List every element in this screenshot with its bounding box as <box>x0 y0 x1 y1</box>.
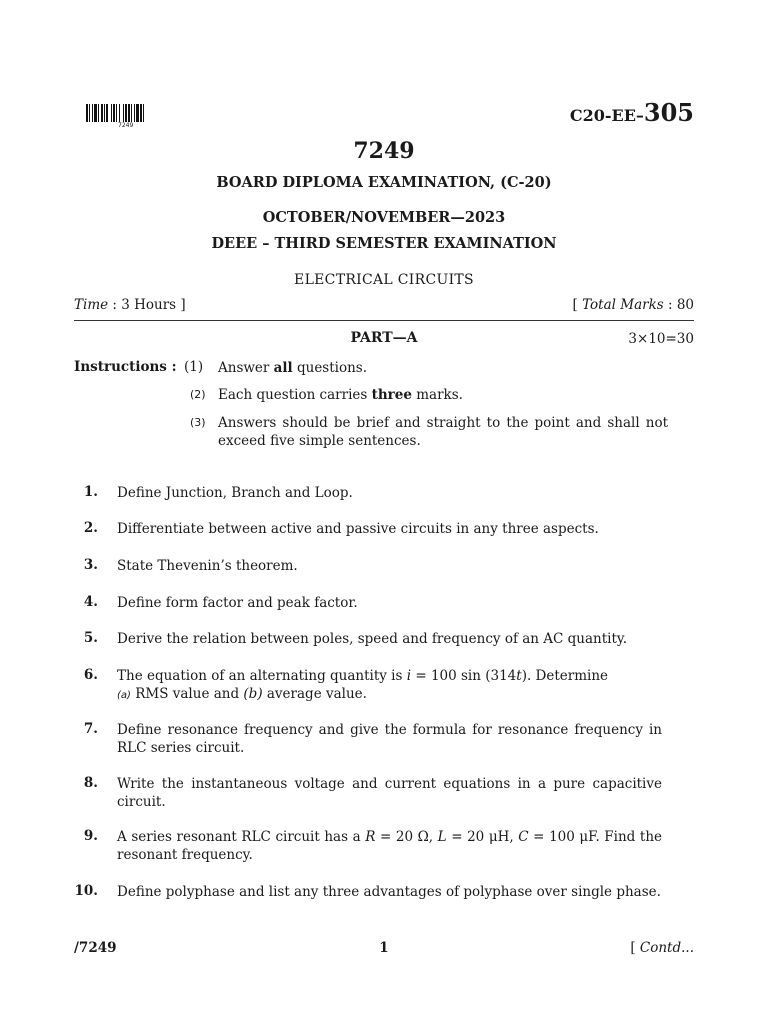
instruction-text-part: Answer <box>218 360 274 376</box>
question-number: 5. <box>83 630 98 646</box>
page-number: 1 <box>379 940 389 956</box>
instruction-text <box>218 359 668 377</box>
question-number: 9. <box>83 828 98 844</box>
semester-title: DEEE – THIRD SEMESTER EXAMINATION <box>211 235 557 252</box>
instructions-label: Instructions : <box>74 359 177 375</box>
paper-number: 7249 <box>353 138 415 164</box>
question-text: Write the instantaneous voltage and current equations in a pure capacitive circuit. <box>117 776 662 810</box>
contd-text: Contd... <box>639 940 694 956</box>
subject-code-prefix: C20-EE– <box>569 106 644 125</box>
question-text-part: A series resonant RLC circuit has a <box>117 829 366 845</box>
board-title: BOARD DIPLOMA EXAMINATION, (C-20) <box>216 174 552 191</box>
question-text: State Thevenin’s theorem. <box>117 558 298 574</box>
question-number: 7. <box>83 721 98 737</box>
math-variable: R <box>365 829 376 845</box>
part-title: PART—A <box>350 330 418 346</box>
footer-contd <box>630 940 694 956</box>
question-text-part: RMS value and <box>130 686 244 702</box>
instruction-text-part: marks. <box>411 387 463 403</box>
question-text: Define resonance frequency and give the formula for resonance frequency in RLC series circuit. <box>117 722 662 756</box>
question-text-part: average value. <box>262 686 367 702</box>
question-text-part: = 100 μF. Find the resonant frequency. <box>117 829 663 863</box>
question-text: Derive the relation between poles, speed and frequency of an AC quantity. <box>117 631 628 647</box>
instruction-text-part: Answers should be brief and straight to the point and shall not exceed five simple sentences. <box>218 415 668 449</box>
math-variable: C <box>518 829 529 845</box>
barcode-number: 7249 <box>118 122 134 129</box>
option-marker: (b) <box>243 686 263 702</box>
session-title: OCTOBER/NOVEMBER—2023 <box>262 209 506 226</box>
instruction-text <box>218 414 668 450</box>
marks-value: : 80 <box>663 297 694 313</box>
question-number: 4. <box>83 594 98 610</box>
time-label: Time <box>74 297 109 313</box>
marks-label: Total Marks <box>582 297 664 313</box>
question-number: 10. <box>74 883 98 899</box>
contd-bracket: [ <box>630 940 640 956</box>
part-marks: 3×10=30 <box>628 331 694 347</box>
instruction-number: (1) <box>184 359 204 375</box>
question-text: Define form factor and peak factor. <box>117 595 358 611</box>
question-text-part: ). Determine <box>521 668 609 684</box>
question-text: Differentiate between active and passive circuits in any three aspects. <box>117 521 599 537</box>
question-number: 2. <box>83 520 98 536</box>
question-text-part: = 20 μH, <box>446 829 519 845</box>
barcode-bar <box>144 104 146 122</box>
question-text: Define Junction, Branch and Loop. <box>117 485 353 501</box>
instruction-number: (3) <box>190 416 206 429</box>
total-marks <box>573 297 694 313</box>
question-number: 8. <box>83 775 98 791</box>
question-number: 1. <box>83 484 98 500</box>
subject-title: ELECTRICAL CIRCUITS <box>294 272 474 288</box>
subject-code <box>570 98 694 127</box>
question-text-part: = 100 sin (314 <box>411 668 517 684</box>
question-text-part: The equation of an alternating quantity is <box>117 668 407 684</box>
time-info <box>74 297 186 313</box>
question-text <box>117 667 662 705</box>
subject-code-number: 305 <box>643 98 694 127</box>
instruction-emphasis: all <box>273 360 293 376</box>
math-variable: i <box>406 668 412 684</box>
question-text: Define polyphase and list any three advantages of polyphase over single phase. <box>117 884 661 900</box>
instruction-emphasis: three <box>371 387 412 403</box>
option-marker: (a) <box>117 690 131 701</box>
instruction-text-part: Each question carries <box>218 387 372 403</box>
barcode <box>86 104 170 122</box>
footer-code: /7249 <box>74 940 117 956</box>
question-number: 3. <box>83 557 98 573</box>
math-variable: L <box>437 829 447 845</box>
instruction-number: (2) <box>190 388 206 401</box>
marks-bracket: [ <box>572 297 583 313</box>
instruction-text <box>218 386 668 404</box>
math-variable: t <box>516 668 522 684</box>
header-divider <box>74 320 694 321</box>
question-number: 6. <box>83 667 98 683</box>
question-text <box>117 828 662 864</box>
time-value: : 3 Hours ] <box>108 297 186 313</box>
question-text-part: = 20 Ω, <box>375 829 438 845</box>
instruction-text-part: questions. <box>292 360 368 376</box>
